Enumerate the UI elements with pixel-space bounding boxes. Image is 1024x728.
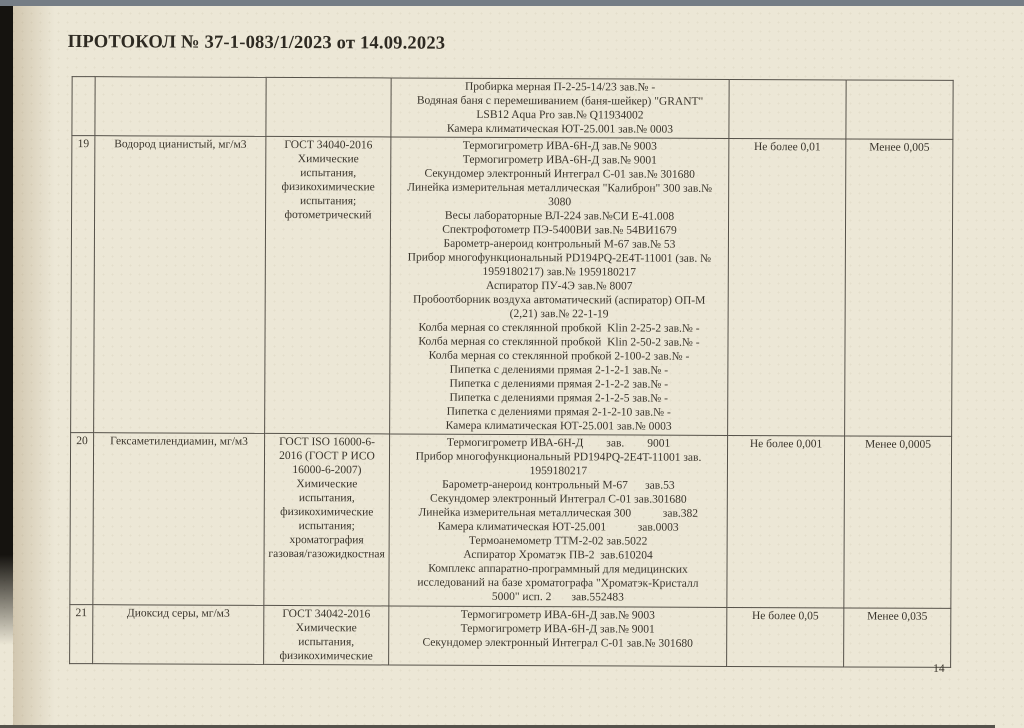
cell-norm	[729, 79, 846, 139]
cell-row-number: 20	[70, 433, 94, 605]
cell-method: ГОСТ ISO 16000-6- 2016 (ГОСТ Р ИСО 16000-6-2007) Химические испытания, физикохимические испытания; хроматография газовая/газожидкостная	[264, 433, 390, 606]
cell-norm: Не более 0,001	[727, 435, 845, 608]
cell-method: ГОСТ 34040-2016 Химические испытания, физикохимические испытания; фотометрический	[265, 136, 391, 434]
table-row-19	[71, 136, 953, 437]
cell-result	[846, 80, 953, 139]
cell-row-number	[72, 77, 95, 136]
cell-norm: Не более 0,01	[728, 138, 846, 436]
table-row-carryover	[72, 77, 953, 140]
table-row-21	[70, 605, 951, 668]
cell-equipment: Термогигрометр ИВА-6Н-Д зав.№ 9003 Термогигрометр ИВА-6Н-Д зав.№ 9001 Секундомер электронный Интеграл С-01 зав.№ 301680	[389, 606, 727, 666]
cell-row-number: 19	[71, 136, 95, 433]
cell-equipment: Пробирка мерная П-2-25-14/23 зав.№ - Водяная баня с перемешиванием (баня-шейкер) "GRANT" LSB12 Aqua Pro зав.№ Q11934002 Камера климатическая ЮТ-25.001 зав.№ 0003	[391, 78, 729, 138]
scan-edge-left	[0, 0, 13, 645]
table-row-20	[70, 433, 952, 609]
cell-substance	[95, 77, 266, 137]
page-left-shadow	[13, 0, 55, 728]
cell-method: ГОСТ 34042-2016 Химические испытания, физикохимические	[264, 605, 389, 665]
cell-result: Менее 0,0005	[844, 436, 952, 608]
scan-edge-top	[0, 0, 1024, 6]
cell-result: Менее 0,005	[845, 139, 953, 436]
cell-substance: Водород цианистый, мг/м3	[94, 136, 266, 434]
cell-equipment: Термогигрометр ИВА-6Н-Д зав.№ 9003 Термогигрометр ИВА-6Н-Д зав.№ 9001 Секундомер электронный Интеграл С-01 зав.№ 301680 Линейка измерительная металлическая "Калиброн" 300 зав.№ 3080 Весы лабораторные ВЛ-224 зав.№СИ Е-41.008 Спектрофотометр ПЭ-5400ВИ зав.№ 54ВИ1679 Барометр-анероид контрольный М-67 зав.№ 53 Прибор многофункциональный PD194PQ-2E4T-11001 (зав. № 1959180217) зав.№ 1959180217 Аспиратор ПУ-4Э зав.№ 8007 Пробоотборник воздуха автоматический (аспиратор) ОП-М (2,21) зав.№ 22-1-19 Колба мерная со стеклянной пробкой Klin 2-25-2 зав.№ - Колба мерная со стеклянной пробкой Klin 2-50-2 зав.№ - Колба мерная со стеклянной пробкой 2-100-2 зав.№ - Пипетка с делениями прямая 2-1-2-1 зав.№ - Пипетка с делениями прямая 2-1-2-2 зав.№ - Пипетка с делениями прямая 2-1-2-5 зав.№ - Пипетка с делениями прямая 2-1-2-10 зав.№ - Камера климатическая ЮТ-25.001 зав.№ 0003	[390, 137, 729, 435]
test-results-table	[69, 76, 954, 668]
cell-row-number: 21	[70, 605, 93, 664]
protocol-title: ПРОТОКОЛ № 37-1-083/1/2023 от 14.09.2023	[67, 32, 446, 54]
page-number: 14	[933, 662, 945, 675]
cell-result: Менее 0,035	[844, 608, 951, 667]
cell-substance: Диоксид серы, мг/м3	[93, 605, 264, 665]
cell-method	[266, 77, 391, 137]
cell-norm: Не более 0,05	[727, 607, 844, 667]
cell-substance: Гексаметилендиамин, мг/м3	[93, 433, 265, 606]
cell-equipment: Термогигрометр ИВА-6Н-Д зав. 9001 Прибор многофункциональный PD194PQ-2E4T-11001 зав. 1959180217 Барометр-анероид контрольный М-67 зав.53 Секундомер электронный Интеграл С-01 зав.301680 Линейка измерительная металлическая 300 зав.382 Камера климатическая ЮТ-25.001 зав.0003 Термоанемометр ТТМ-2-02 зав.5022 Аспиратор Хроматэк ПВ-2 зав.610204 Комплекс аппаратно-программный для медицинских исследований на базе хроматографа "Хроматэк-Кристалл 5000" исп. 2 зав.552483	[389, 434, 728, 607]
